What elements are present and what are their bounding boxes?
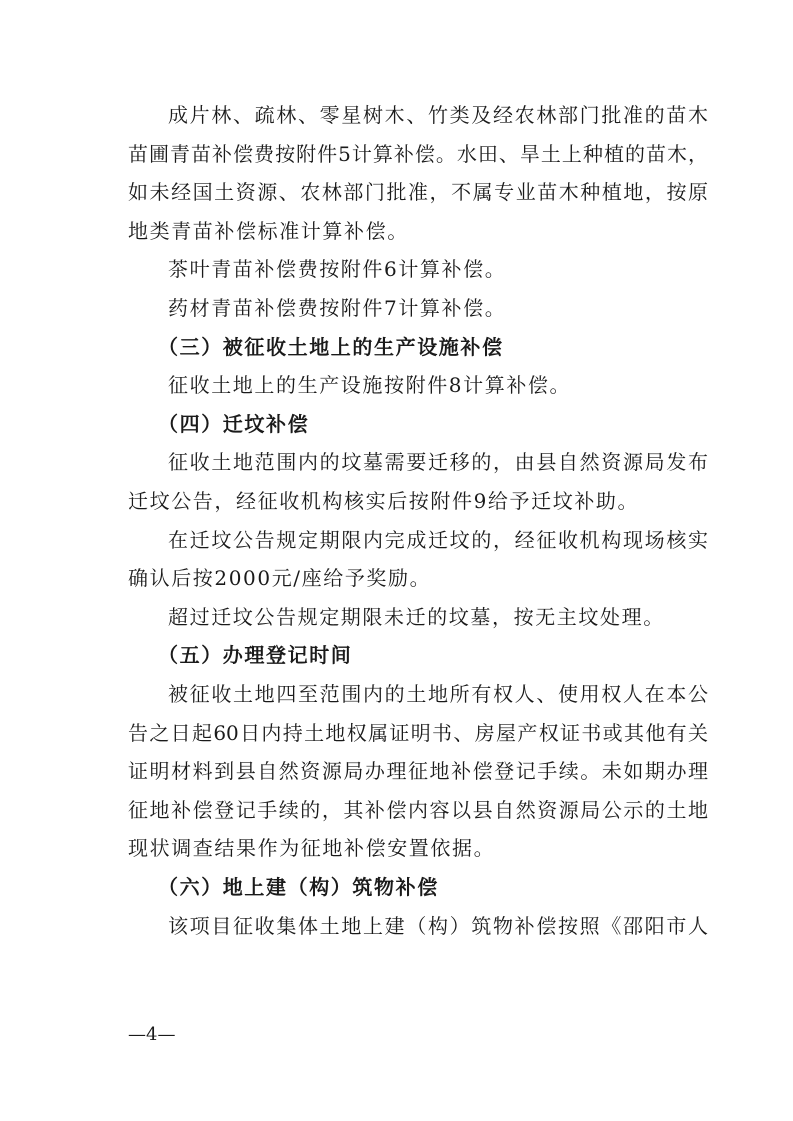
section-heading: （四）迁坟补偿 <box>158 412 310 436</box>
section-heading: （五）办理登记时间 <box>158 643 353 667</box>
text-line: 告之日起60日内持土地权属证明书、房屋产权证书或其他有关 <box>128 721 708 745</box>
text-line: 被征收土地四至范围内的土地所有权人、使用权人在本公 <box>168 682 708 706</box>
section-heading: （六）地上建（构）筑物补偿 <box>158 875 439 899</box>
text-line: 如未经国土资源、农林部门批准，不属专业苗木种植地，按原 <box>128 180 708 204</box>
text-line: 征收土地上的生产设施按附件8计算补偿。 <box>168 373 572 397</box>
text-line: 茶叶青苗补偿费按附件6计算补偿。 <box>168 257 507 281</box>
text-line: 现状调查结果作为征地补偿安置依据。 <box>128 836 496 860</box>
text-line: 超过迁坟公告规定期限未迁的坟墓，按无主坟处理。 <box>168 605 665 629</box>
text-line: 该项目征收集体土地上建（构）筑物补偿按照《邵阳市人 <box>168 914 708 938</box>
section-heading: （三）被征收土地上的生产设施补偿 <box>158 335 504 359</box>
text-line: 确认后按2000元/座给予奖励。 <box>128 566 432 590</box>
text-line: 征地补偿登记手续的，其补偿内容以县自然资源局公示的土地 <box>128 798 708 822</box>
text-line: 征收土地范围内的坟墓需要迁移的，由县自然资源局发布 <box>168 450 708 474</box>
text-line: 药材青苗补偿费按附件7计算补偿。 <box>168 296 507 320</box>
text-line: 地类青苗补偿标准计算补偿。 <box>128 219 409 243</box>
page-number: —4— <box>128 1024 176 1045</box>
text-line: 在迁坟公告规定期限内完成迁坟的，经征收机构现场核实 <box>168 528 708 552</box>
text-line: 证明材料到县自然资源局办理征地补偿登记手续。未如期办理 <box>128 759 708 783</box>
text-line: 苗圃青苗补偿费按附件5计算补偿。水田、旱土上种植的苗木， <box>128 142 708 166</box>
text-line: 迁坟公告，经征收机构核实后按附件9给予迁坟补助。 <box>128 489 640 513</box>
text-line: 成片林、疏林、零星树木、竹类及经农林部门批准的苗木 <box>168 103 708 127</box>
